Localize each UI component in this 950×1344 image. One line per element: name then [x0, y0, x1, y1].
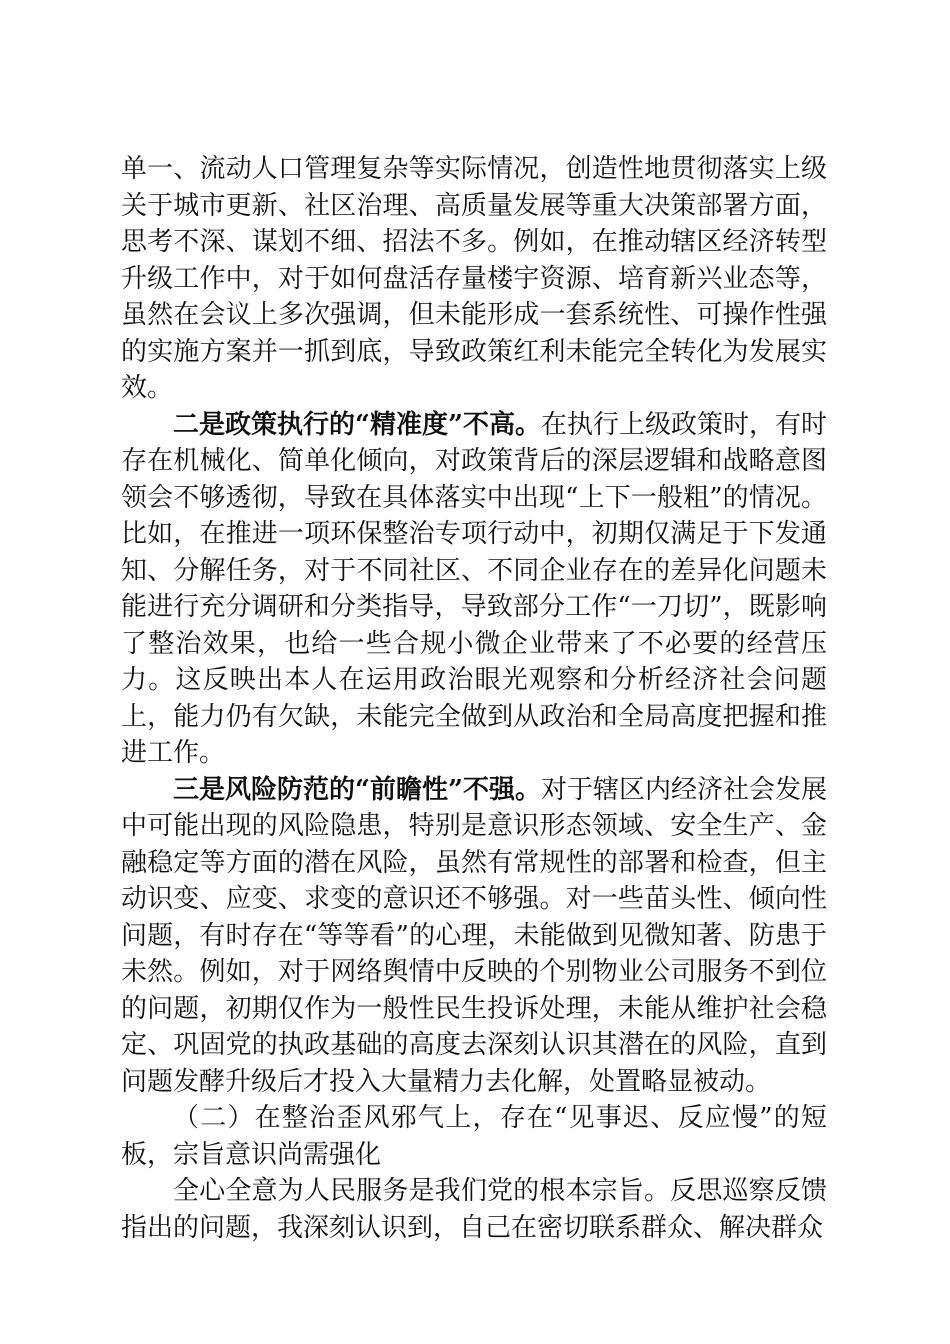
section-heading-text: （二）在整治歪风邪气上，存在“见事迟、反应慢”的短板，宗旨意识尚需强化: [121, 1103, 827, 1170]
paragraph-point-three: [121, 772, 827, 1101]
paragraph-section-two-body: [121, 1173, 827, 1246]
paragraph-text: 单一、流动人口管理复杂等实际情况，创造性地贯彻落实上级关于城市更新、社区治理、高质量发展等重大决策部署方面，思考不深、谋划不细、招法不多。例如，在推动辖区经济转型升级工作中，对于如何盘活存量楼宇资源、培育新兴业态等，虽然在会议上多次强调，但未能形成一套系统性、可操作性强的实施方案并一抓到底，导致政策红利未能完全转化为发展实效。: [121, 154, 827, 403]
paragraph-text: 对于辖区内经济社会发展中可能出现的风险隐患，特别是意识形态领域、安全生产、金融稳定等方面的潜在风险，虽然有常规性的部署和检查，但主动识变、应变、求变的意识还不够强。对一些苗头性、倾向性问题，有时存在“等等看”的心理，未能做到见微知著、防患于未然。例如，对于网络舆情中反映的个别物业公司服务不到位的问题，初期仅作为一般性民生投诉处理，未能从维护社会稳定、巩固党的执政基础的高度去深刻认识其潜在的风险，直到问题发酵升级后才投入大量精力去化解，处置略显被动。: [121, 774, 827, 1097]
paragraph-point-two: [121, 407, 827, 772]
paragraph-lead-bold: 三是风险防范的“前瞻性”不强。: [173, 774, 541, 805]
paragraph-continuation: [121, 151, 827, 407]
paragraph-text: 在执行上级政策时，有时存在机械化、简单化倾向，对政策背后的深层逻辑和战略意图领会不够透彻，导致在具体落实中出现“上下一般粗”的情况。比如，在推进一项环保整治专项行动中，初期仅满足于下发通知、分解任务，对于不同社区、不同企业存在的差异化问题未能进行充分调研和分类指导，导致部分工作“一刀切”，既影响了整治效果，也给一些合规小微企业带来了不必要的经营压力。这反映出本人在运用政治眼光观察和分析经济社会问题上，能力仍有欠缺，未能完全做到从政治和全局高度把握和推进工作。: [121, 409, 827, 768]
paragraph-lead-bold: 二是政策执行的“精准度”不高。: [173, 409, 541, 440]
document-body: [121, 151, 827, 1246]
paragraph-text: 全心全意为人民服务是我们党的根本宗旨。反思巡察反馈指出的问题，我深刻认识到，自己在密切联系群众、解决群众: [121, 1176, 827, 1243]
section-heading-two: [121, 1100, 827, 1173]
